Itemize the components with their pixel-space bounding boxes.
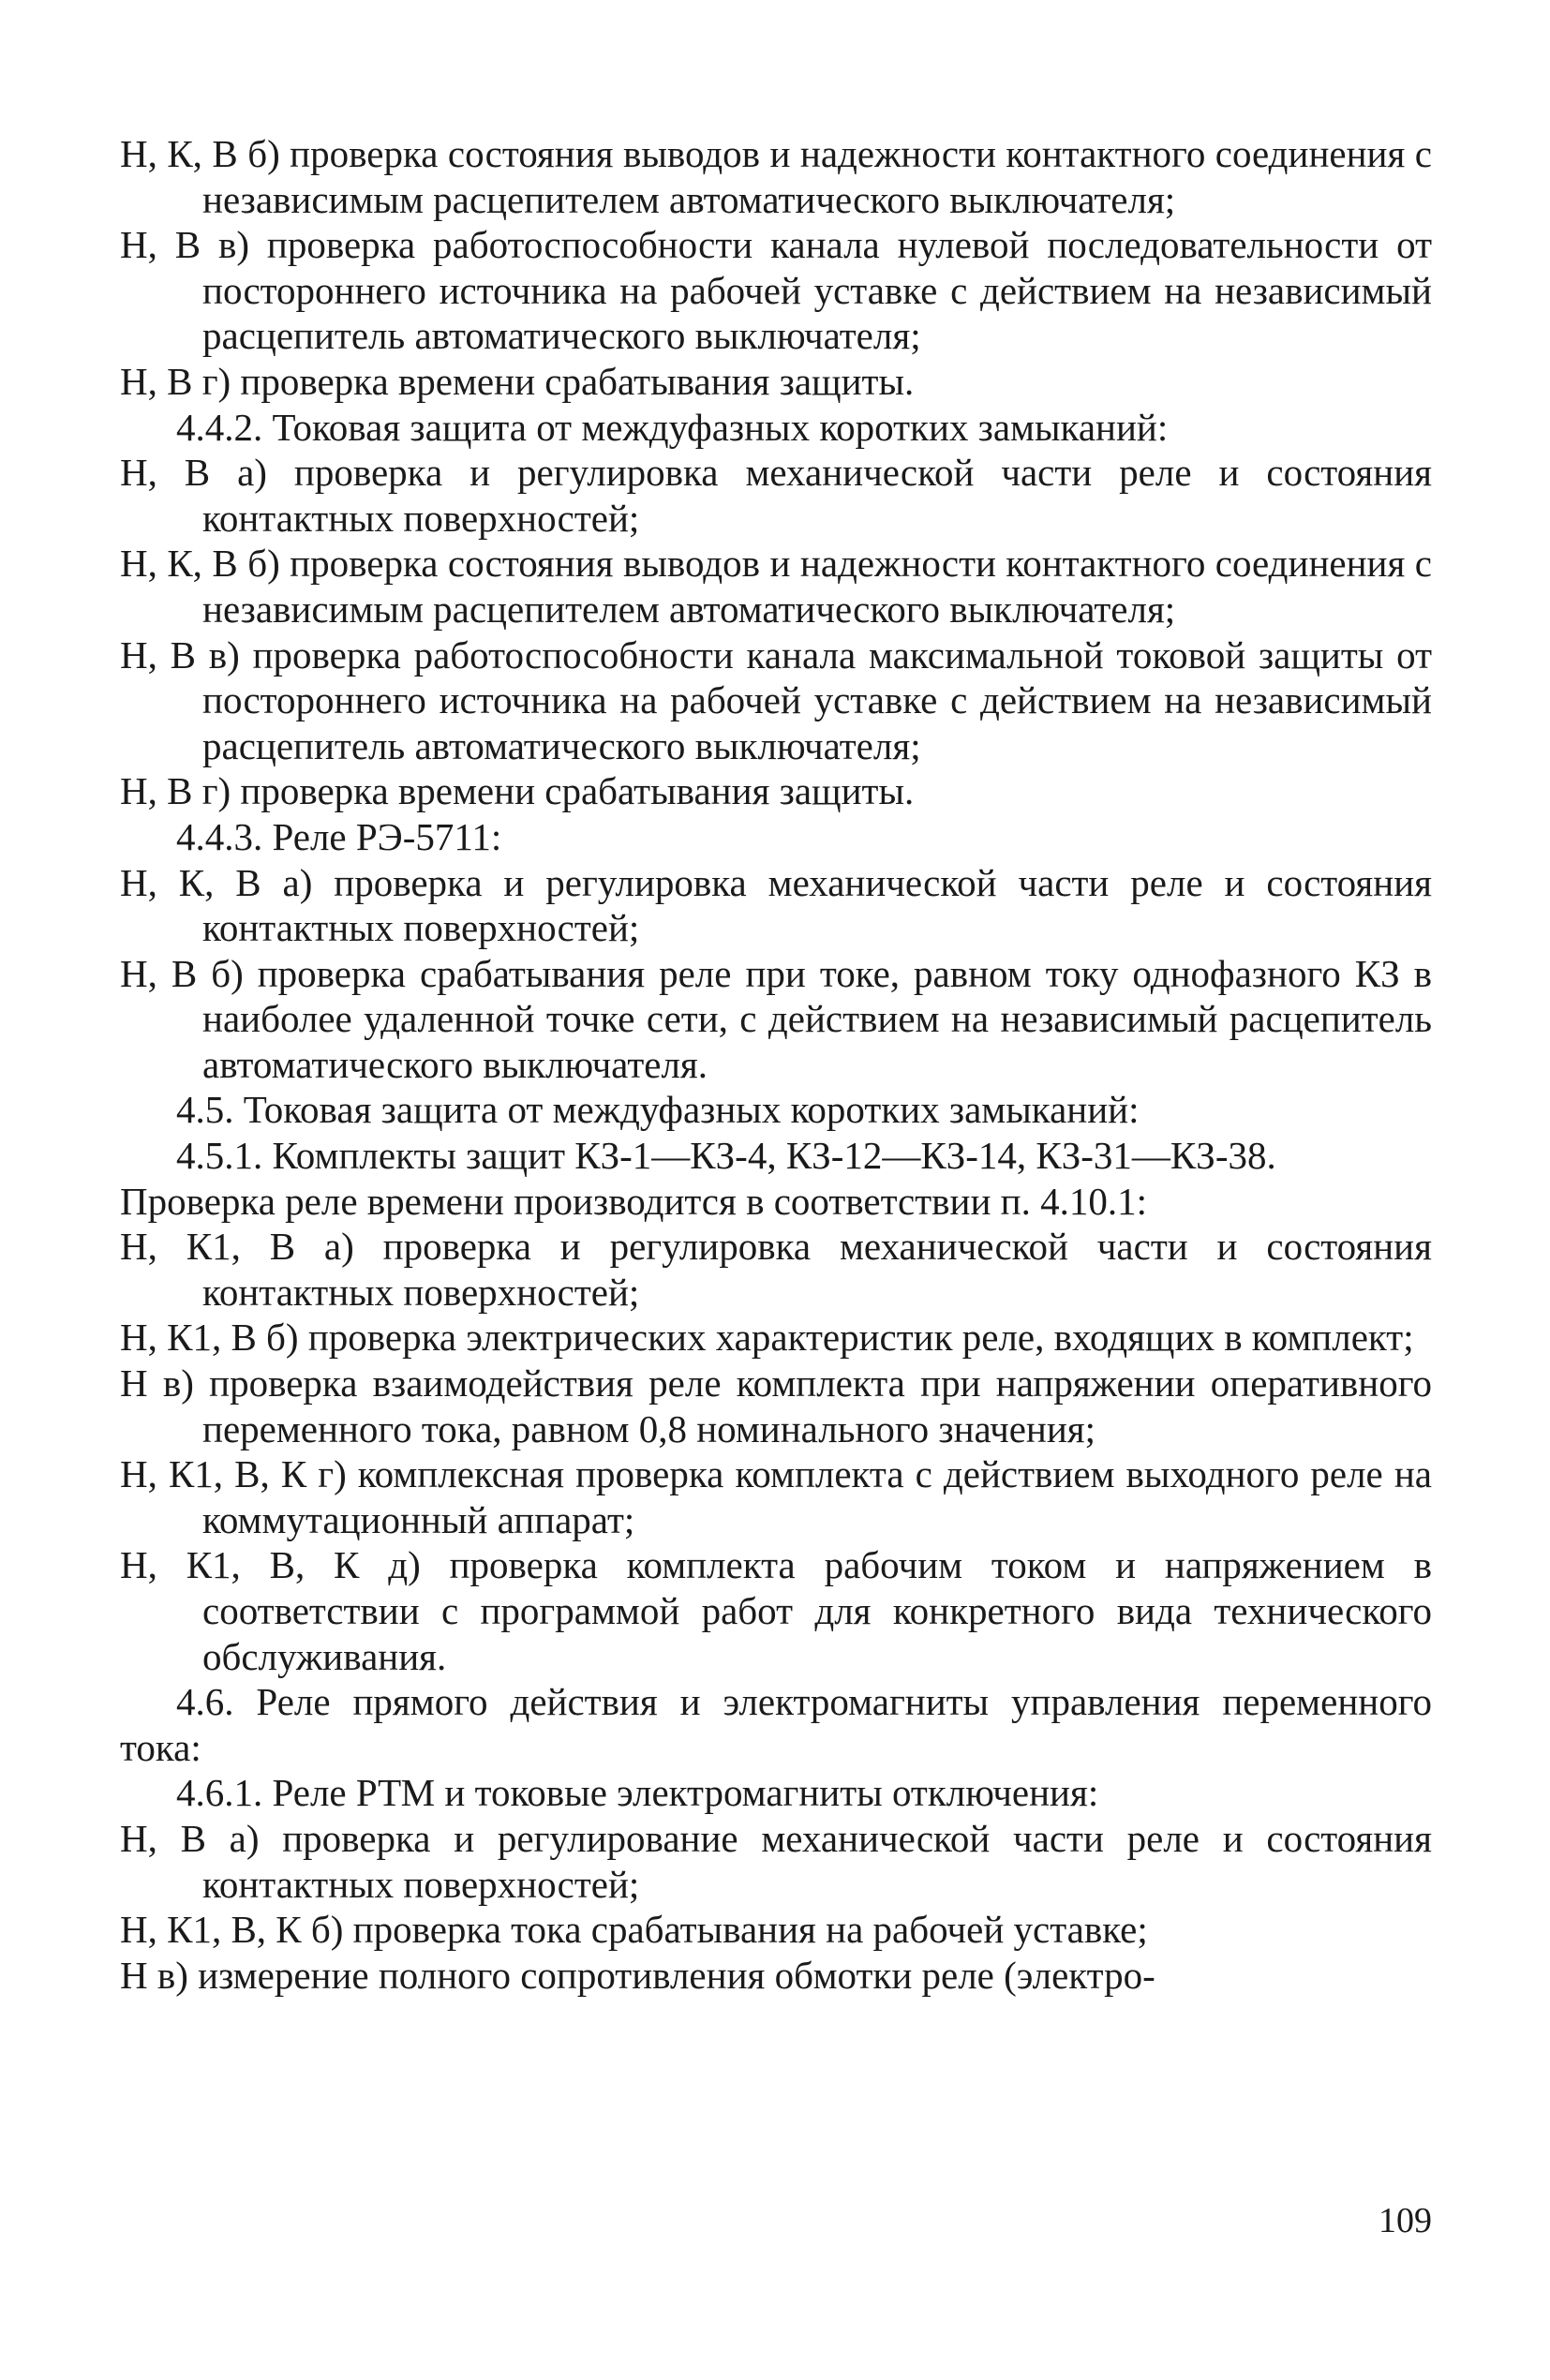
- section-heading: 4.4.2. Токовая защита от междуфазных коротких замыканий:: [176, 405, 1169, 449]
- page-body: [120, 131, 1432, 1998]
- list-item: Н, К1, В б) проверка электрических характеристик реле, входящих в комплект;: [120, 1316, 1414, 1360]
- list-item: Н в) проверка взаимодействия реле комплекта при напряжении оперативного переменного тока, равном 0,8 номинального значения;: [120, 1361, 1432, 1450]
- body-paragraph: Проверка реле времени производится в соответствии п. 4.10.1:: [120, 1179, 1147, 1223]
- list-item: Н, В г) проверка времени срабатывания защиты.: [120, 359, 915, 403]
- list-item: Н, К, В б) проверка состояния выводов и надежности контактного соединения с независимым расцепителем автоматического выключателя;: [120, 542, 1432, 631]
- list-item: Н, В в) проверка работоспособности канала нулевой последовательности от постороннего источника на рабочей уставке с действием на независимый расцепитель автоматического выключателя;: [120, 223, 1432, 358]
- list-item: Н, В в) проверка работоспособности канала максимальной токовой защиты от постороннего источника на рабочей уставке с действием на независимый расцепитель автоматического выключателя;: [120, 632, 1432, 767]
- section-heading: 4.5. Токовая защита от междуфазных коротких замыканий:: [176, 1088, 1140, 1132]
- list-item: Н, К1, В, К г) комплексная проверка комплекта с действием выходного реле на коммутационный аппарат;: [120, 1452, 1432, 1541]
- list-item: Н, В а) проверка и регулирование механической части реле и состояния контактных поверхностей;: [120, 1816, 1432, 1906]
- section-heading: 4.5.1. Комплекты защит КЗ-1—КЗ-4, КЗ-12—КЗ-14, КЗ-31—КЗ-38.: [176, 1134, 1276, 1178]
- section-heading: 4.6. Реле прямого действия и электромагниты управления переменного тока:: [120, 1680, 1432, 1769]
- page-number: 109: [1379, 2201, 1432, 2240]
- list-item: Н, В а) проверка и регулировка механической части реле и состояния контактных поверхностей;: [120, 451, 1432, 540]
- list-item: Н, К1, В, К д) проверка комплекта рабочим током и напряжением в соответствии с программой работ для конкретного вида технического обслуживания.: [120, 1543, 1432, 1678]
- list-item: Н, В г) проверка времени срабатывания защиты.: [120, 769, 915, 813]
- section-heading: 4.4.3. Реле РЭ-5711:: [176, 814, 502, 858]
- list-item: Н, К, В а) проверка и регулировка механической части реле и состояния контактных поверхностей;: [120, 860, 1432, 950]
- section-heading: 4.6.1. Реле РТМ и токовые электромагниты отключения:: [176, 1771, 1099, 1815]
- list-item: Н, К, В б) проверка состояния выводов и надежности контактного соединения с независимым расцепителем автоматического выключателя;: [120, 132, 1432, 221]
- list-item: Н в) измерение полного сопротивления обмотки реле (электро-: [120, 1953, 1155, 1997]
- list-item: Н, К1, В а) проверка и регулировка механической части и состояния контактных поверхностей;: [120, 1225, 1432, 1314]
- list-item: Н, В б) проверка срабатывания реле при токе, равном току однофазного КЗ в наиболее удаленной точке сети, с действием на независимый расцепитель автоматического выключателя.: [120, 951, 1432, 1086]
- list-item: Н, К1, В, К б) проверка тока срабатывания на рабочей уставке;: [120, 1908, 1148, 1952]
